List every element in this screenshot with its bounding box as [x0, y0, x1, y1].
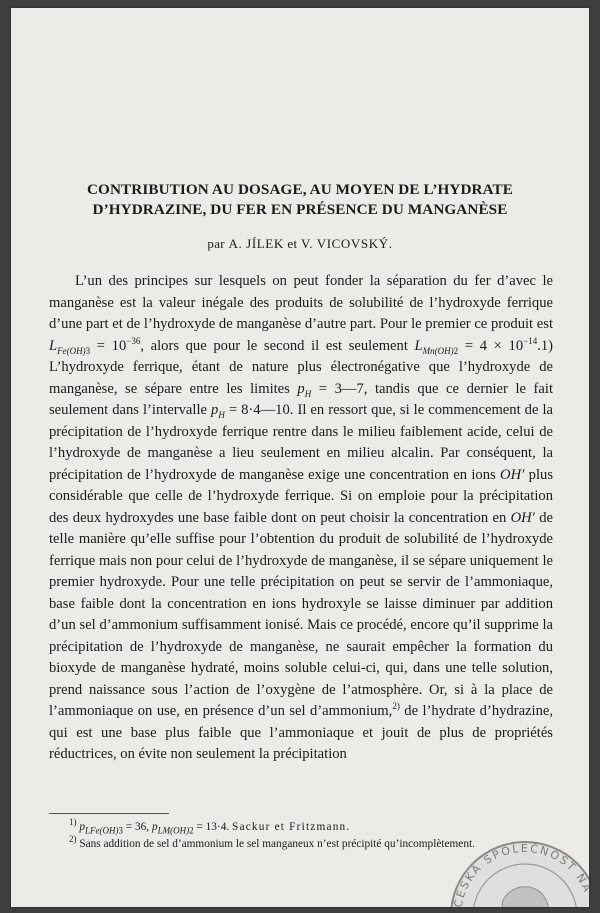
footnote-rule [49, 813, 169, 814]
title-line-2: D’HYDRAZINE, DU FER EN PRÉSENCE DU MANGANÈSE [92, 201, 508, 218]
title-line-1: CONTRIBUTION AU DOSAGE, AU MOYEN DE L’HYDRATE [86, 181, 513, 198]
author-prefix: par [207, 236, 225, 251]
footnote-1: $^{1)}$ $p_{LFe(OH)3} = 36$, $p_{LM(OH)2} = 13\cdot 4$. Sackur et Fritzmann. [69, 817, 351, 836]
body-paragraph: L’un des principes sur lesquels on peut fonder la séparation du fer d’avec le manganèse est la valeur inégale des produits de solubilité de l’hydroxyde ferrique d’une part et de l’hydroxyde de manganèse d’autre part. Pour le premier ce produit est $L_{Fe(OH)3} = 10^{-36}$, alors que pour le second il est seulement $L_{Mn(OH)2} = 4 \times 10^{-14}.1$) L’hydroxyde ferrique, étant de nature plus électronégative que l’hydroxyde de manganèse, se sépare entre les limites $p_H$ = 3—7, tandis que ce dernier le fait seulement dans l’intervalle $p_H$ = 8·4—10. Il en ressort que, si le commencement de la précipitation de l’hydroxyde ferrique rentre dans le milieu faiblement acide, celui de l’hydroxyde de manganèse a lieu seulement en milieu alcalin. Par conséquent, la précipitation de l’hydroxyde de manganèse exige une concentration en ions OH′ plus considérable que celle de l’hydroxyde ferrique. Si on emploie pour la précipitation des deux hydroxydes une base faible dont on peut choisir la concentration en OH′ de telle manière qu’elle suffise pour l’obtention du produit de solubilité de l’hydroxyde ferrique mais non pour celui de l’hydroxyde de manganèse, il se sépare uniquement le premier hydroxyde. Pour une telle précipitation on peut se servir de l’ammoniaque, base faible dont la concentration en ions hydroxyle se laisse diminuer par addition d’un sel d’ammonium suffisamment ionisé. Mais ce procédé, encore qu’il supprime la précipitation de l’hydroxyde de manganèse, ne saurait empêcher la formation du bioxyde de manganèse hydraté, moins soluble celui-ci, qui, dans une telle solution, prend naissance sous l’action de l’oxygène de l’atmosphère. Or, si à la place de l’ammoniaque on use, en présence d’un sel d’ammonium,$^{2)}$ de l’hydrate d’hydrazine, qui est une base plus faible que l’ammoniaque et jouit de plus de propriétés réductrices, on évite non seulement la précipitation [49, 273, 554, 762]
article-title [31, 180, 569, 220]
author-line [11, 236, 589, 252]
footnote-ref-2: 2) [392, 701, 400, 712]
author-first: A. JÍLEK [228, 236, 284, 251]
footnote-2: $^{2)}$ Sans addition de sel d’ammonium le sel manganeux n’est précipité qu’incomplètement. [69, 834, 475, 850]
document-page [11, 8, 595, 909]
author-second: V. VICOVSKÝ. [300, 236, 393, 251]
article-body [49, 271, 553, 766]
author-conjunction: et [287, 236, 298, 251]
footnote-ref-1: .1) [537, 337, 554, 354]
stamp-lettering: ČESKÁ SPOLEČNOST NÁ [451, 841, 595, 909]
library-stamp [443, 830, 595, 909]
